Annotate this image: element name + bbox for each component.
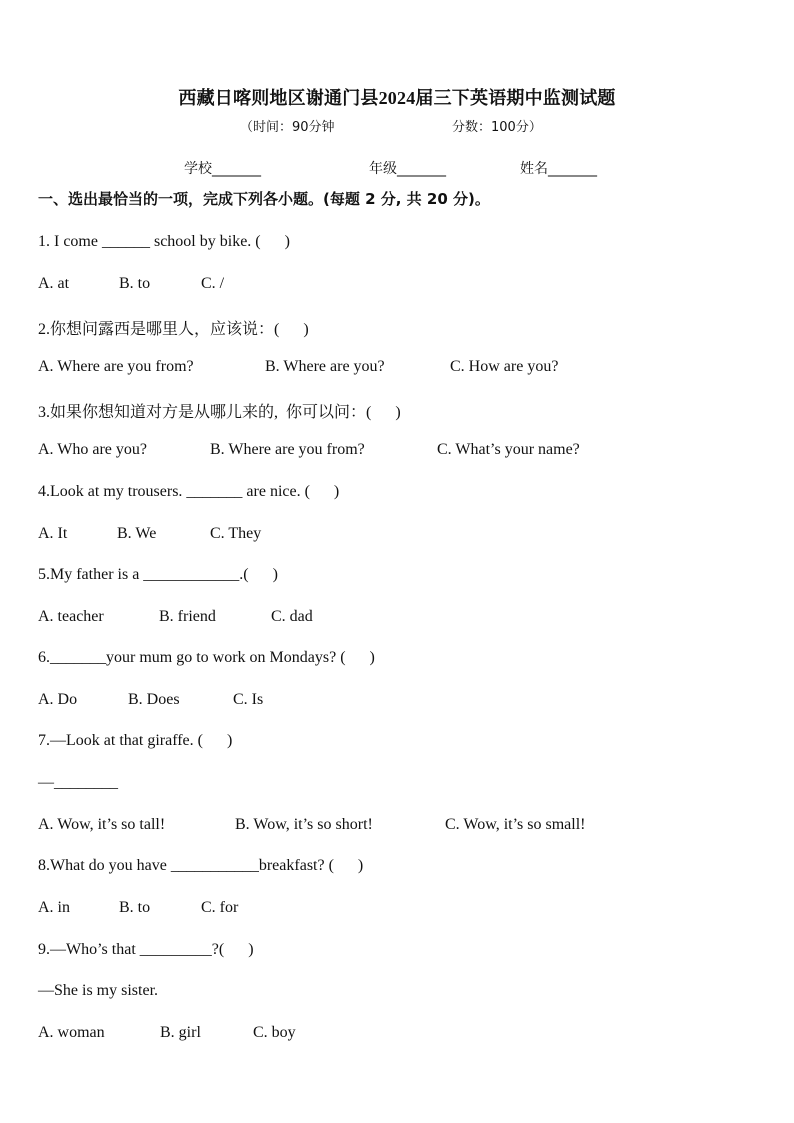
question-stem: 8.What do you have ___________breakfast? ( ) bbox=[38, 857, 364, 874]
option-c: C. dad bbox=[271, 608, 313, 625]
exam-time: （时间：90分钟 bbox=[240, 120, 335, 135]
question-stem: 6._______your mum go to work on Mondays? ( ) bbox=[38, 649, 375, 666]
option-c: C. Is bbox=[233, 691, 264, 708]
section-heading: 一、选出最恰当的一项，完成下列各小题。(每题 2 分, 共 20 分)。 bbox=[38, 190, 490, 208]
option-b: B. Where are you? bbox=[265, 358, 385, 375]
option-b: B. Does bbox=[128, 691, 180, 708]
option-c: C. What’s your name? bbox=[437, 441, 580, 458]
option-c: C. boy bbox=[253, 1024, 296, 1041]
dialogue-reply: —She is my sister. bbox=[38, 982, 159, 999]
option-b: B. to bbox=[119, 275, 151, 292]
question-stem: 5.My father is a ____________.( ) bbox=[38, 566, 278, 583]
option-a: A. woman bbox=[38, 1024, 105, 1041]
option-c: C. Wow, it’s so small! bbox=[445, 816, 586, 833]
grade-field: 年级_______ bbox=[369, 161, 446, 177]
question-stem: 1. I come ______ school by bike. ( ) bbox=[38, 233, 290, 250]
option-b: B. friend bbox=[159, 608, 216, 625]
option-a: A. in bbox=[38, 899, 70, 916]
school-field: 学校_______ bbox=[184, 161, 261, 177]
option-a: A. Where are you from? bbox=[38, 358, 194, 375]
option-c: C. They bbox=[210, 525, 262, 542]
option-a: A. at bbox=[38, 275, 70, 292]
option-c: C. How are you? bbox=[450, 358, 559, 375]
question-stem: 4.Look at my trousers. _______ are nice. ( ) bbox=[38, 483, 340, 500]
name-field: 姓名_______ bbox=[520, 161, 597, 177]
option-c: C. for bbox=[201, 899, 239, 916]
question-stem: 3.如果你想知道对方是从哪儿来的, 你可以问：( ) bbox=[38, 404, 401, 421]
option-b: B. Wow, it’s so short! bbox=[235, 816, 373, 833]
option-a: A. Do bbox=[38, 691, 78, 708]
option-b: B. to bbox=[119, 899, 151, 916]
option-b: B. We bbox=[117, 525, 157, 542]
option-a: A. Who are you? bbox=[38, 441, 147, 458]
option-a: A. Wow, it’s so tall! bbox=[38, 816, 166, 833]
question-stem: 9.—Who’s that _________?( ) bbox=[38, 941, 254, 958]
question-stem: 7.—Look at that giraffe. ( ) bbox=[38, 732, 233, 749]
page-title: 西藏日喀则地区谢通门县2024届三下英语期中监测试题 bbox=[178, 88, 616, 108]
option-b: B. Where are you from? bbox=[210, 441, 365, 458]
option-a: A. It bbox=[38, 525, 68, 542]
exam-score: 分数：100分） bbox=[452, 120, 542, 135]
question-stem: 2.你想问露西是哪里人，应该说：( ) bbox=[38, 321, 309, 338]
option-c: C. / bbox=[201, 275, 225, 292]
option-a: A. teacher bbox=[38, 608, 104, 625]
option-b: B. girl bbox=[160, 1024, 201, 1041]
dialogue-reply: —________ bbox=[38, 774, 118, 791]
